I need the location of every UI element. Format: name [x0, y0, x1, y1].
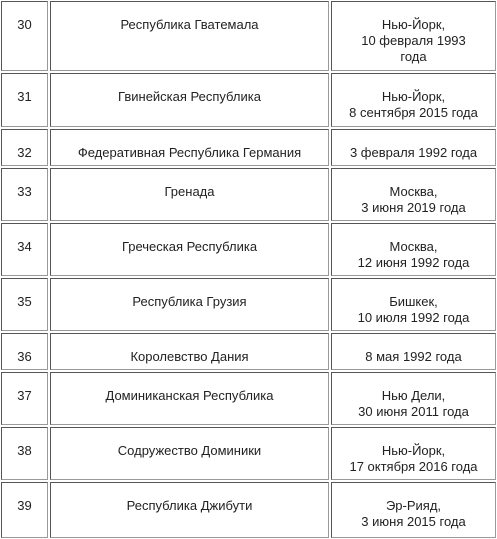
country-name: Гренада	[164, 184, 215, 199]
country-name: Гвинейская Республика	[118, 89, 261, 104]
date-cell	[331, 129, 496, 166]
signing-place-date: Нью-Йорк, 17 октября 2016 года	[349, 443, 478, 474]
signing-place-date: Москва, 12 июня 1992 года	[357, 239, 470, 270]
table-row	[0, 277, 497, 332]
row-number: 31	[17, 89, 32, 104]
date-cell	[331, 73, 496, 127]
signing-place-date: Нью-Йорк, 8 сентября 2015 года	[349, 89, 478, 120]
signing-place-date: Эр-Рияд, 3 июня 2015 года	[361, 498, 466, 529]
country-cell	[50, 73, 329, 127]
country-cell	[50, 278, 329, 331]
date-cell	[331, 333, 496, 370]
row-number-cell	[1, 223, 48, 276]
country-name: Республика Гватемала	[120, 17, 259, 32]
date-cell	[331, 1, 496, 71]
signing-place-date: Нью Дели, 30 июня 2011 года	[358, 388, 469, 419]
row-number-cell	[1, 168, 48, 221]
country-name: Доминиканская Республика	[105, 388, 274, 403]
date-cell	[331, 427, 496, 480]
date-cell	[331, 482, 496, 538]
row-number-cell	[1, 427, 48, 480]
row-number: 33	[17, 184, 32, 199]
country-name: Содружество Доминики	[117, 443, 262, 458]
country-cell	[50, 223, 329, 276]
signing-place-date: Бишкек, 10 июля 1992 года	[357, 294, 470, 325]
signing-place-date: Нью-Йорк, 10 февраля 1993 года	[361, 17, 466, 64]
signing-place-date: 8 мая 1992 года	[365, 349, 462, 364]
row-number-cell	[1, 482, 48, 538]
row-number: 39	[17, 498, 32, 513]
row-number: 34	[17, 239, 32, 254]
country-cell	[50, 129, 329, 166]
signing-place-date: Москва, 3 июня 2019 года	[361, 184, 466, 215]
row-number-cell	[1, 1, 48, 71]
table-row	[0, 481, 497, 539]
country-name: Республика Джибути	[126, 498, 253, 513]
date-cell	[331, 278, 496, 331]
table-row	[0, 128, 497, 167]
country-name: Федеративная Республика Германия	[77, 145, 302, 160]
row-number: 38	[17, 443, 32, 458]
country-cell	[50, 482, 329, 538]
row-number: 35	[17, 294, 32, 309]
country-name: Греческая Республика	[121, 239, 258, 254]
country-cell	[50, 333, 329, 370]
row-number-cell	[1, 372, 48, 425]
country-name: Республика Грузия	[132, 294, 247, 309]
country-cell	[50, 168, 329, 221]
row-number-cell	[1, 73, 48, 127]
row-number: 36	[17, 349, 32, 364]
country-cell	[50, 427, 329, 480]
table-row	[0, 0, 497, 72]
row-number-cell	[1, 129, 48, 166]
signing-place-date: 3 февраля 1992 года	[349, 145, 478, 160]
country-name: Королевство Дания	[130, 349, 249, 364]
table-row	[0, 167, 497, 222]
row-number-cell	[1, 333, 48, 370]
table-row	[0, 426, 497, 481]
table-row	[0, 371, 497, 426]
date-cell	[331, 372, 496, 425]
date-cell	[331, 168, 496, 221]
date-cell	[331, 223, 496, 276]
row-number: 32	[17, 145, 32, 160]
country-cell	[50, 1, 329, 71]
country-cell	[50, 372, 329, 425]
row-number-cell	[1, 278, 48, 331]
table-row	[0, 332, 497, 371]
table-row	[0, 222, 497, 277]
row-number: 30	[17, 17, 32, 32]
table-row	[0, 72, 497, 128]
row-number: 37	[17, 388, 32, 403]
